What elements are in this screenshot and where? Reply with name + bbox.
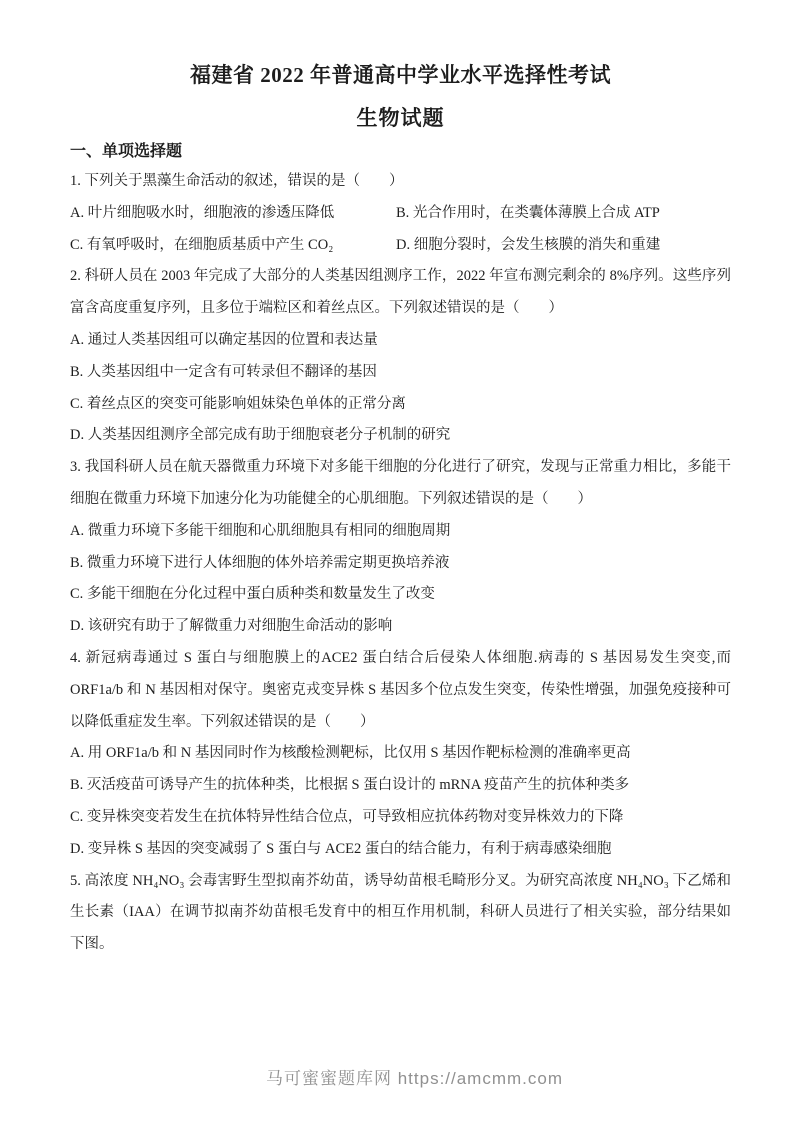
question-2 bbox=[70, 261, 731, 452]
footer-watermark: 马可蜜蜜题库网 https://amcmm.com bbox=[265, 1069, 564, 1088]
question-1 bbox=[70, 166, 731, 261]
section-heading: 一、单项选择题 bbox=[70, 143, 183, 160]
option-b: B. 微重力环境下进行人体细胞的体外培养需定期更换培养液 bbox=[70, 554, 450, 571]
question-stem: 5. 高浓度 NH₄NO₃ 会毒害野生型拟南芥幼苗，诱导幼苗根毛畸形分叉。为研究高浓度 NH₄NO₃ 下乙烯和生长素（IAA）在调节拟南芥幼苗根毛发育中的相互作用机制，科研人员进行了相关实验，部分结果如下图。 bbox=[70, 872, 731, 953]
page-footer bbox=[0, 1064, 793, 1089]
question-stem: 4. 新冠病毒通过 S 蛋白与细胞膜上的ACE2 蛋白结合后侵染人体细胞.病毒的 S 基因易发生突变,而 ORF1a/b 和 N 基因相对保守。奥密克戎变异株 S 基因多个位点发生突变，传染性增强，加强免疫接种可以降低重症发生率。下列叙述错误的是（ ） bbox=[70, 649, 731, 730]
option-c: C. 变异株突变若发生在抗体特异性结合位点，可导致相应抗体药物对变异株效力的下降 bbox=[70, 808, 624, 825]
exam-subtitle: 生物试题 bbox=[356, 106, 445, 130]
option-b: B. 光合作用时，在类囊体薄膜上合成 ATP bbox=[396, 204, 660, 221]
option-row bbox=[70, 198, 731, 230]
option-a: A. 微重力环境下多能干细胞和心肌细胞具有相同的细胞周期 bbox=[70, 522, 451, 539]
option-d: D. 人类基因组测序全部完成有助于细胞衰老分子机制的研究 bbox=[70, 427, 451, 444]
option-d: D. 该研究有助于了解微重力对细胞生命活动的影响 bbox=[70, 618, 393, 635]
option-c: C. 着丝点区的突变可能影响姐妹染色单体的正常分离 bbox=[70, 395, 406, 412]
question-3 bbox=[70, 452, 731, 643]
question-stem: 3. 我国科研人员在航天器微重力环境下对多能干细胞的分化进行了研究，发现与正常重力相比，多能干细胞在微重力环境下加速分化为功能健全的心肌细胞。下列叙述错误的是（ ） bbox=[70, 459, 731, 507]
exam-content bbox=[70, 60, 731, 961]
option-a: A. 用 ORF1a/b 和 N 基因同时作为核酸检测靶标，比仅用 S 基因作靶标检测的准确率更高 bbox=[70, 745, 631, 762]
option-a: A. 通过人类基因组可以确定基因的位置和表达量 bbox=[70, 331, 378, 348]
option-b: B. 人类基因组中一定含有可转录但不翻译的基因 bbox=[70, 363, 377, 380]
option-c: C. 有氧呼吸时，在细胞质基质中产生 CO₂ bbox=[70, 236, 334, 253]
option-c: C. 多能干细胞在分化过程中蛋白质种类和数量发生了改变 bbox=[70, 586, 435, 603]
option-d: D. 细胞分裂时，会发生核膜的消失和重建 bbox=[396, 236, 661, 253]
question-stem: 1. 下列关于黑藻生命活动的叙述，错误的是（ ） bbox=[70, 173, 404, 189]
question-stem: 2. 科研人员在 2003 年完成了大部分的人类基因组测序工作，2022 年宣布测完剩余的 8%序列。这些序列富含高度重复序列，且多位于端粒区和着丝点区。下列叙述错误的是（ ） bbox=[70, 268, 731, 317]
option-b: B. 灭活疫苗可诱导产生的抗体种类，比根据 S 蛋白设计的 mRNA 疫苗产生的抗体种类多 bbox=[70, 777, 630, 794]
option-row bbox=[70, 230, 731, 262]
option-a: A. 叶片细胞吸水时，细胞液的渗透压降低 bbox=[70, 204, 335, 221]
question-4 bbox=[70, 643, 731, 866]
exam-title: 福建省 2022 年普通高中学业水平选择性考试 bbox=[190, 63, 611, 87]
question-5 bbox=[70, 866, 731, 961]
option-d: D. 变异株 S 基因的突变减弱了 S 蛋白与 ACE2 蛋白的结合能力，有利于病毒感染细胞 bbox=[70, 840, 612, 857]
